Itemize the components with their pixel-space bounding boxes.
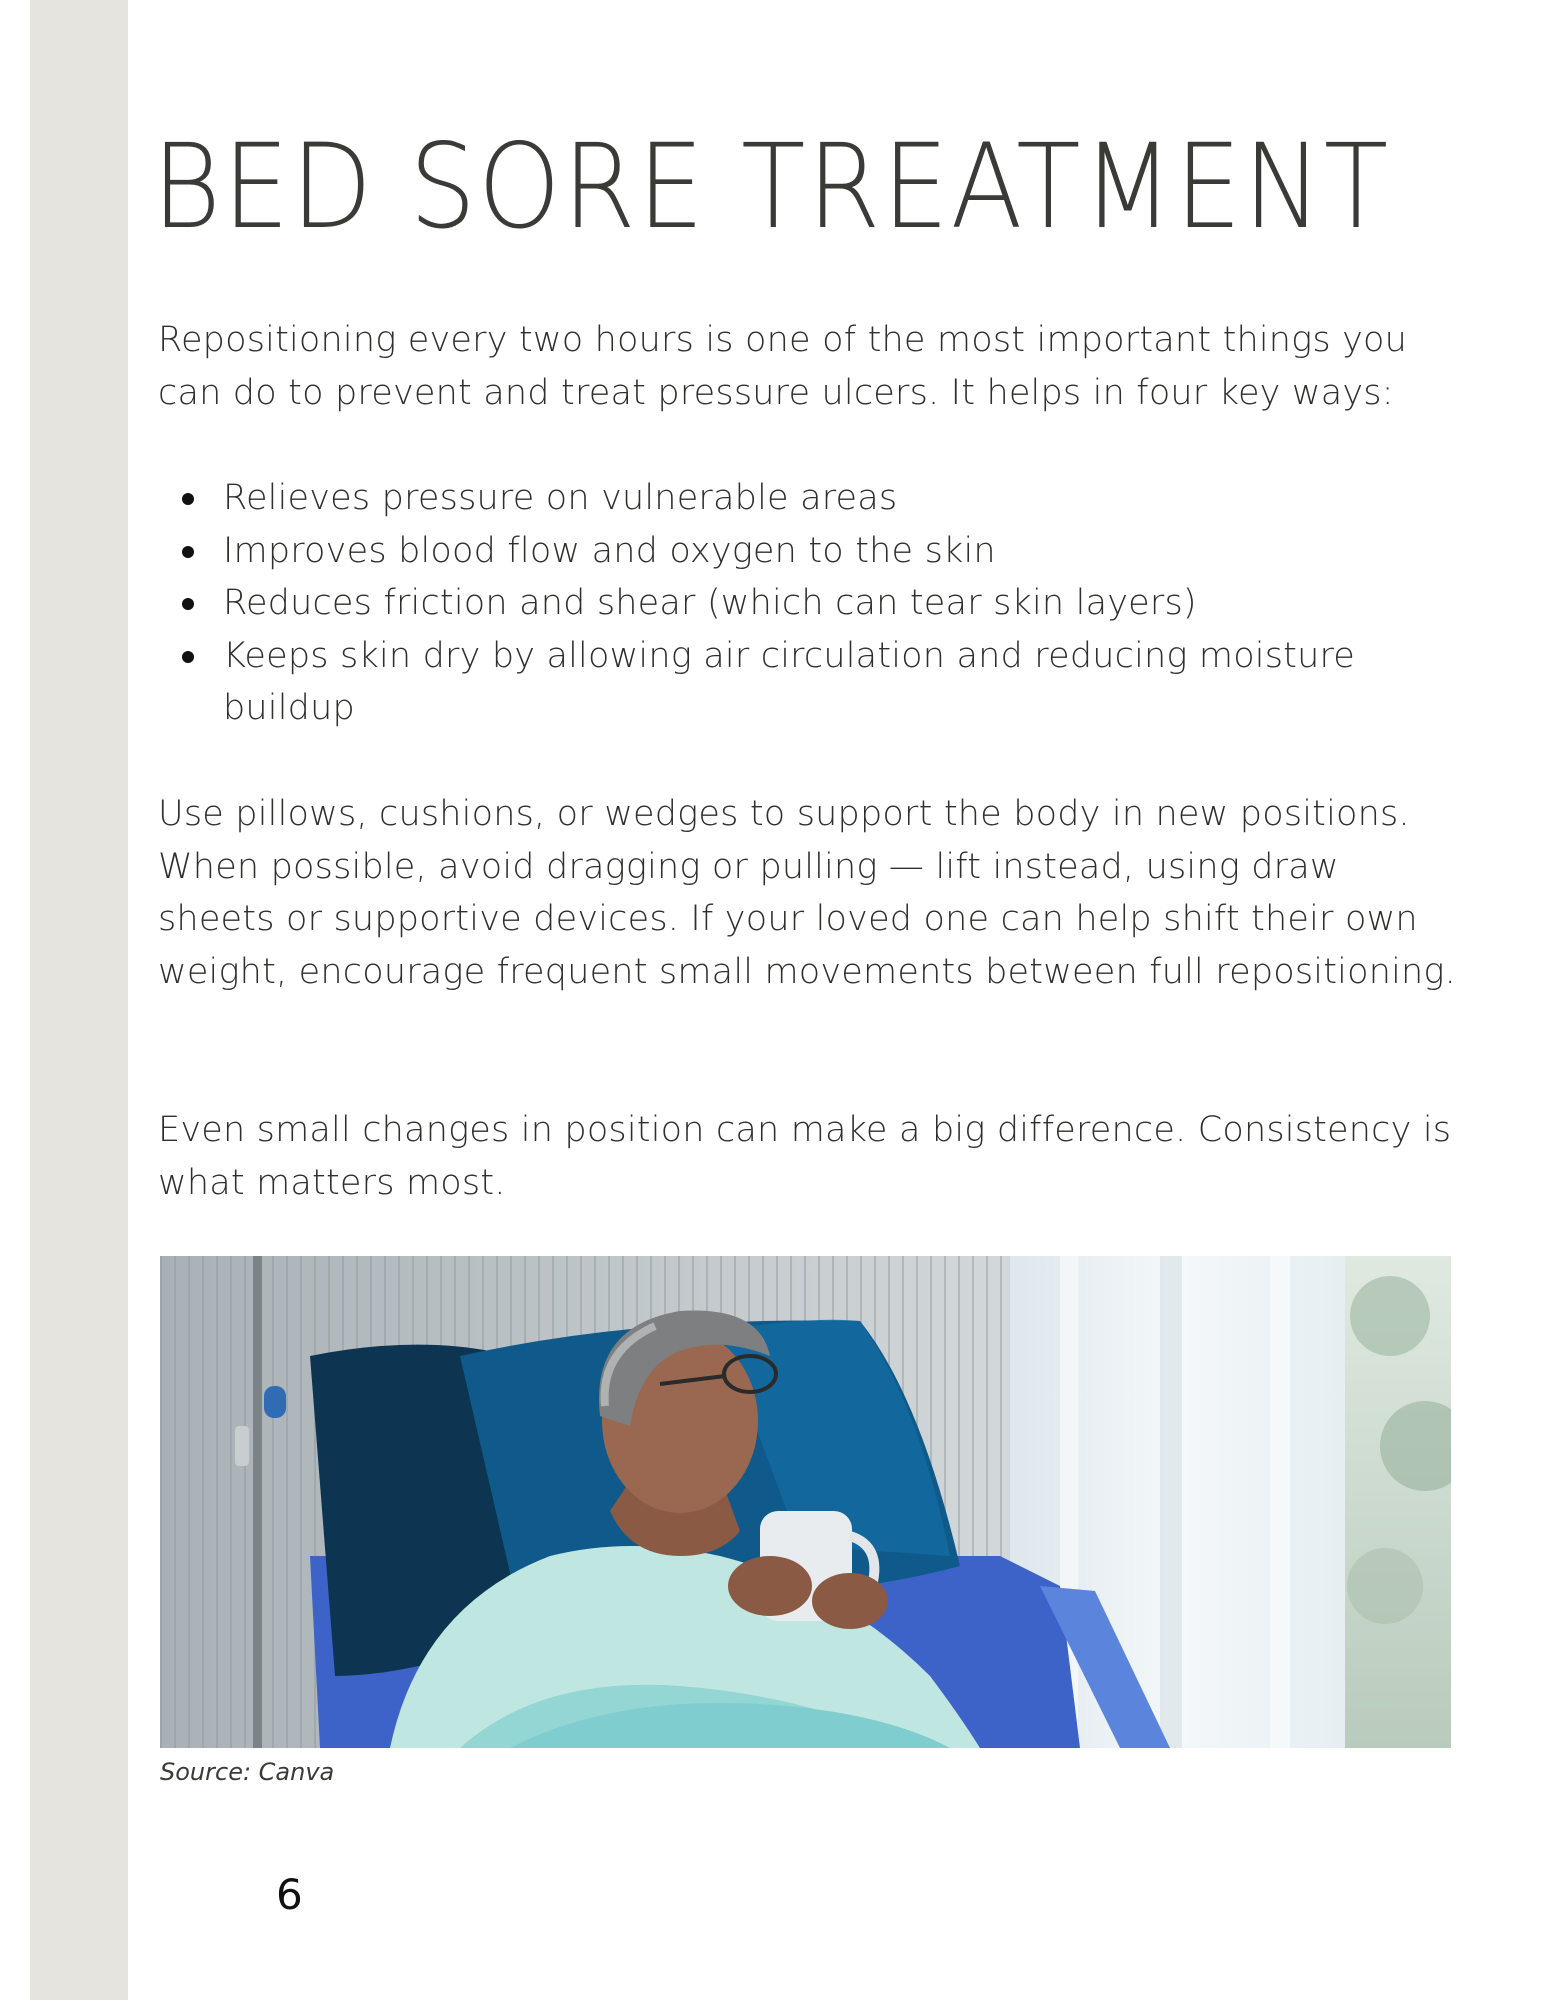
page-title: BED SORE TREATMENT	[152, 118, 1391, 255]
bullet-icon	[182, 493, 194, 505]
list-item-text: Improves blood flow and oxygen to the skin	[223, 530, 996, 571]
support-paragraph: Use pillows, cushions, or wedges to support the body in new positions. When possible, avoid dragging or pulling — lift instead, using draw sheets or supportive devices. If your loved one can help shift their own weight, encourage frequent small movements between full repositioning.	[158, 794, 1456, 992]
key-ways-list	[158, 472, 1458, 735]
bullet-icon	[182, 598, 194, 610]
left-sidebar-band	[30, 0, 128, 2000]
list-item	[158, 525, 1458, 578]
bullet-icon	[182, 546, 194, 558]
intro-paragraph: Repositioning every two hours is one of the most important things you can do to prevent and treat pressure ulcers. It helps in four key ways:	[158, 320, 1408, 413]
list-item	[158, 630, 1458, 735]
page-number: 6	[276, 1870, 303, 1919]
list-item	[158, 577, 1458, 630]
patient-photo	[160, 1256, 1451, 1748]
list-item-text: Reduces friction and shear (which can tear skin layers)	[223, 583, 1197, 623]
list-item	[158, 472, 1458, 525]
bullet-icon	[182, 651, 194, 663]
list-item-text: Keeps skin dry by allowing air circulation and reducing moisture buildup	[223, 635, 1356, 728]
closing-paragraph: Even small changes in position can make a big difference. Consistency is what matters most.	[158, 1110, 1452, 1203]
image-caption: Source: Canva	[160, 1758, 335, 1786]
list-item-text: Relieves pressure on vulnerable areas	[223, 478, 898, 518]
